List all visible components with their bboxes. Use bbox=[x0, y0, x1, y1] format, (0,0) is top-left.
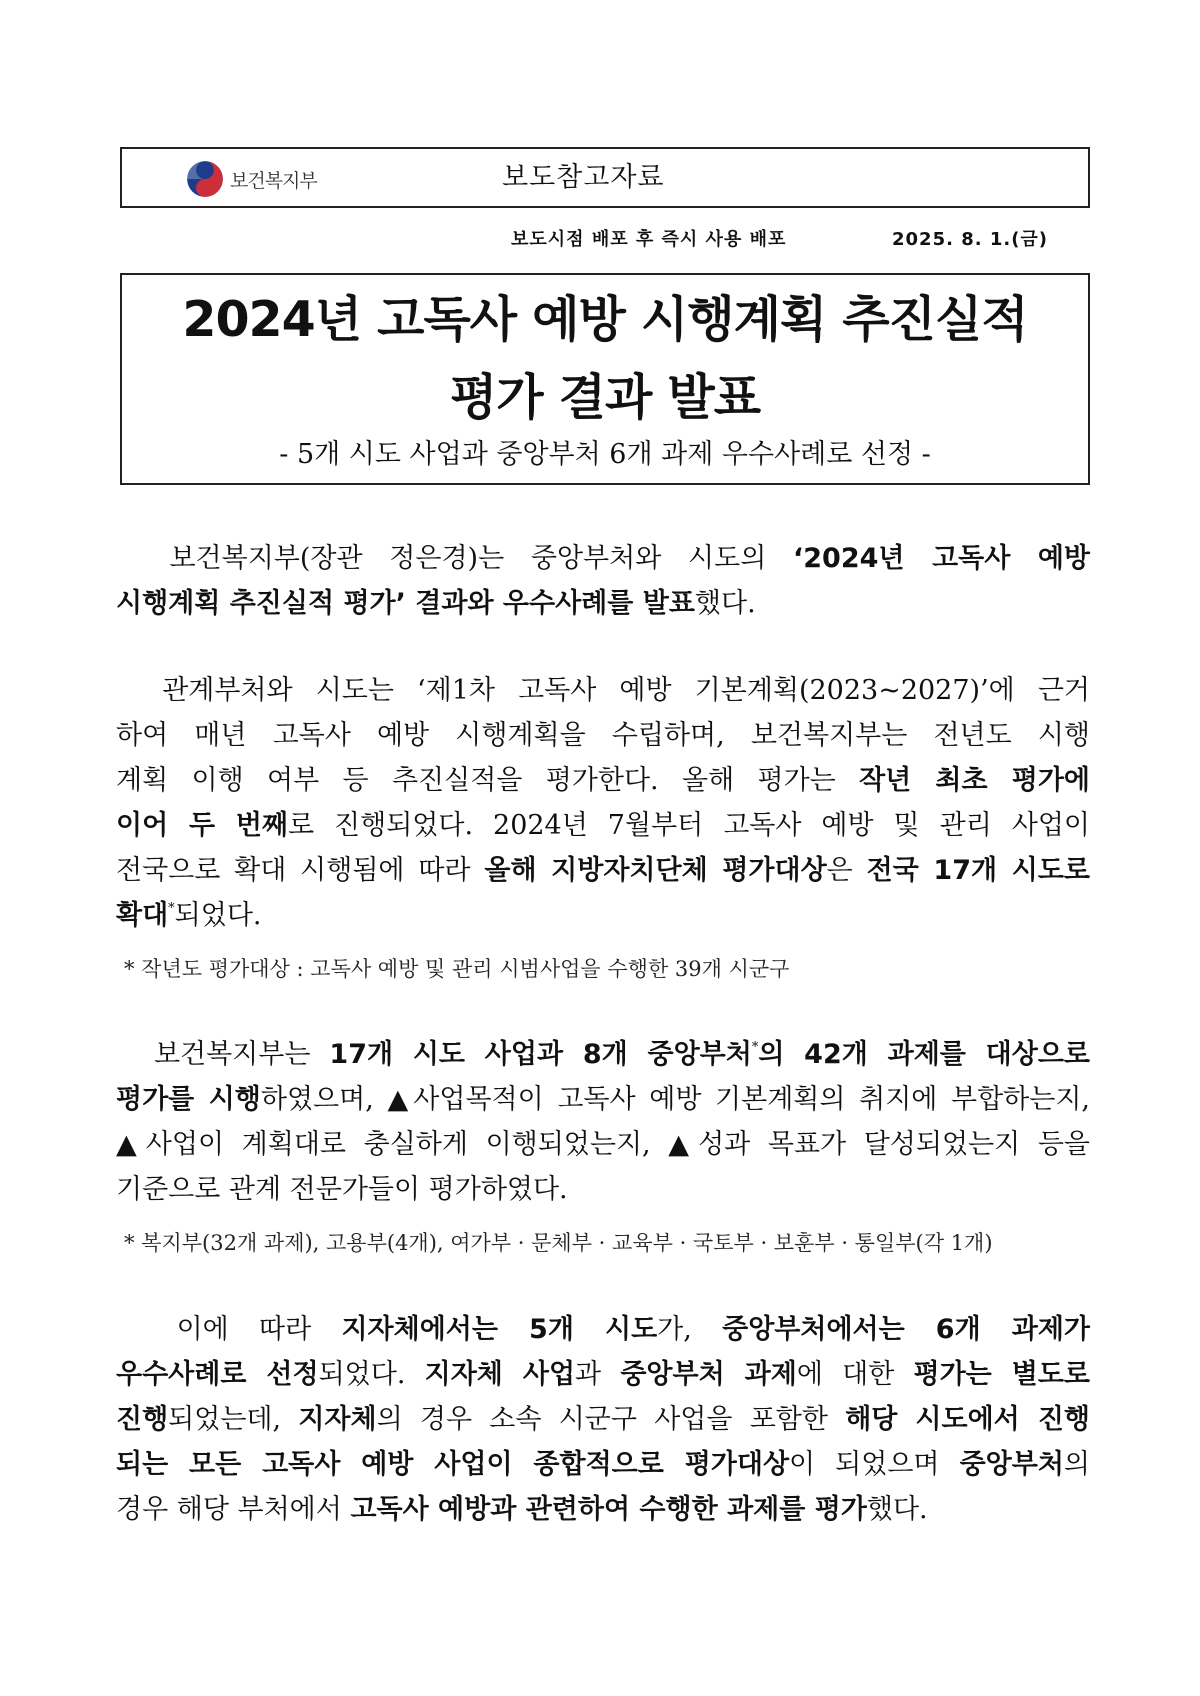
paragraph-3 bbox=[116, 1032, 1090, 1212]
footnote-1: * 작년도 평가대상 : 고독사 예방 및 관리 시범사업을 수행한 39개 시군구 bbox=[124, 957, 790, 981]
paragraph-line: 경우 해당 부처에서 고독사 예방과 관련하여 수행한 과제를 평가했다. bbox=[116, 1494, 928, 1525]
paragraph-line: 계획 이행 여부 등 추진실적을 평가한다. 올해 평가는 작년 최초 평가에 bbox=[116, 765, 1090, 796]
paragraph-line: 평가를 시행하였으며, ▲사업목적이 고독사 예방 기본계획의 취지에 부합하는지, bbox=[116, 1084, 1091, 1115]
release-date: 2025. 8. 1.(금) bbox=[892, 229, 1049, 250]
footnote-2: * 복지부(32개 과제), 고용부(4개), 여가부 · 문체부 · 교육부 · 국토부 · 보훈부 · 통일부(각 1개) bbox=[124, 1231, 993, 1255]
paragraph-1 bbox=[116, 536, 1090, 626]
title-box bbox=[120, 273, 1090, 485]
paragraph-4 bbox=[116, 1307, 1090, 1532]
release-info bbox=[120, 221, 1090, 251]
document-type: 보도참고자료 bbox=[502, 162, 665, 193]
paragraph-line: 되는 모든 고독사 예방 사업이 종합적으로 평가대상이 되었으며 중앙부처의 bbox=[116, 1449, 1090, 1480]
title-line-2: 평가 결과 발표 bbox=[449, 369, 761, 426]
header-box bbox=[120, 147, 1090, 208]
title-line-1: 2024년 고독사 예방 시행계획 추진실적 bbox=[182, 291, 1028, 348]
paragraph-line: 진행되었는데, 지자체의 경우 소속 시군구 사업을 포함한 해당 시도에서 진행 bbox=[116, 1404, 1090, 1435]
paragraph-line: 하여 매년 고독사 예방 시행계획을 수립하며, 보건복지부는 전년도 시행 bbox=[116, 720, 1090, 751]
paragraph-line: 보건복지부는 17개 시도 사업과 8개 중앙부처*의 42개 과제를 대상으로 bbox=[153, 1039, 1090, 1070]
paragraph-line: 시행계획 추진실적 평가’ 결과와 우수사례를 발표했다. bbox=[116, 588, 756, 619]
paragraph-line: ▲사업이 계획대로 충실하게 이행되었는지, ▲성과 목표가 달성되었는지 등을 bbox=[116, 1129, 1090, 1160]
paragraph-line: 기준으로 관계 전문가들이 평가하였다. bbox=[116, 1174, 568, 1205]
ministry-logo bbox=[184, 157, 317, 201]
release-timing: 보도시점 배포 후 즉시 사용 배포 bbox=[511, 229, 787, 250]
paragraph-2 bbox=[116, 668, 1090, 938]
paragraph-line: 이어 두 번째로 진행되었다. 2024년 7월부터 고독사 예방 및 관리 사업이 bbox=[116, 810, 1090, 841]
taegeuk-logo-icon bbox=[184, 158, 226, 200]
logo-text: 보건복지부 bbox=[230, 169, 317, 192]
paragraph-line: 우수사례로 선정되었다. 지자체 사업과 중앙부처 과제에 대한 평가는 별도로 bbox=[116, 1359, 1090, 1390]
paragraph-line: 이에 따라 지자체에서는 5개 시도가, 중앙부처에서는 6개 과제가 bbox=[176, 1314, 1091, 1345]
paragraph-line: 전국으로 확대 시행됨에 따라 올해 지방자치단체 평가대상은 전국 17개 시도로 bbox=[116, 855, 1090, 886]
paragraph-line: 관계부처와 시도는 ‘제1차 고독사 예방 기본계획(2023~2027)’에 근거 bbox=[162, 675, 1090, 706]
paragraph-line: 보건복지부(장관 정은경)는 중앙부처와 시도의 ‘2024년 고독사 예방 bbox=[169, 543, 1090, 574]
paragraph-line: 확대*되었다. bbox=[116, 900, 262, 931]
subtitle: - 5개 시도 사업과 중앙부처 6개 과제 우수사례로 선정 - bbox=[279, 439, 931, 470]
